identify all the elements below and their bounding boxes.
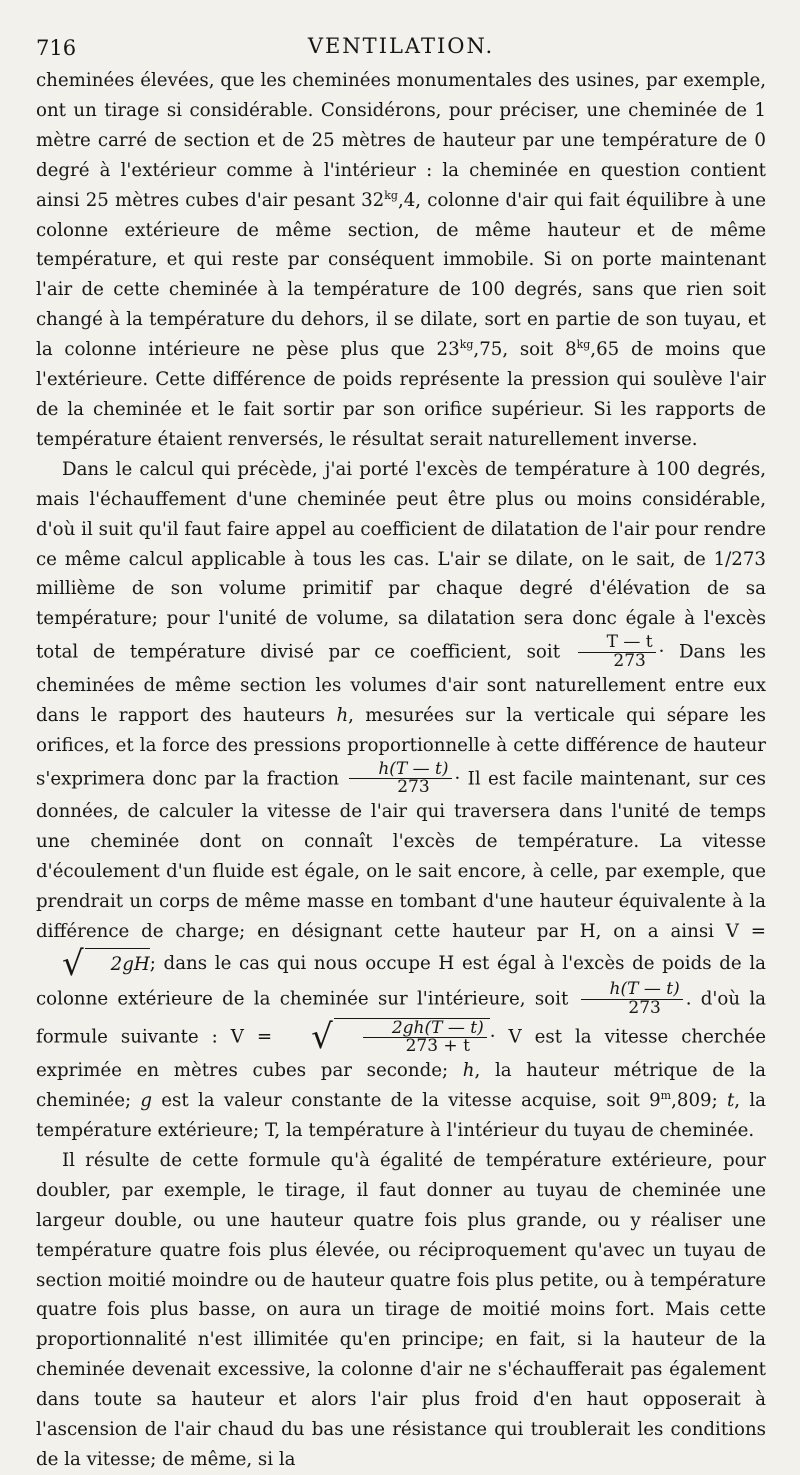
fraction-numerator: h(T — t) [349,761,451,780]
fraction-denominator: 273 [397,777,430,798]
p2-text-j: ,809; [671,1090,727,1112]
body-text [36,66,766,1475]
variable-h: h [336,704,349,726]
p2-text-d: · Il est facile maintenant, sur ces données, de calculer la vitesse de l'air qui traversera dans l'unité de temps une cheminée dont on connaît l'excès de température. La vitesse d'écoulement d'un fluide est égale, on le sait encore, à celle, par exemple, que prendrait un corps de même masse en tombant d'une hauteur équivalente à la différence de charge; en désignant cette hauteur par H, on a ainsi V = [36,767,766,942]
p1-text-c: ,75, soit 8 [473,339,577,361]
fraction-numerator: T — t [578,634,656,653]
p1-text-b: ,4, colonne d'air qui fait équilibre à une colonne extérieure de même section, de même hauteur et de même température, et qui reste par conséquent immobile. Si on porte maintenant l'air de cette cheminée à la température de 100 degrés, sans que rien soit changé à la température du dehors, il se dilate, sort en partie de son tuyau, et la colonne intérieure ne pèse plus que 23 [36,189,766,361]
unit-m: m [660,1089,672,1103]
running-title: VENTILATION. [307,34,495,58]
unit-kg: kg [576,338,591,352]
fraction-denominator: 273 + t [405,1036,470,1057]
p2-text-h: , la hauteur métrique de la cheminée; [36,1060,766,1112]
p2-text-a: Dans le calcul qui précède, j'ai porté l'excès de température à 100 degrés, mais l'échauffement d'une cheminée peut être plus ou moins considérable, d'où il suit qu'il faut faire appel au coefficient de dilatation de l'air pour rendre ce même calcul applicable à tous les cas. L'air se dilate, on le sait, de 1/273 millième de son volume primitif par chaque degré d'élévation de sa température; pour l'unité de volume, sa dilatation sera donc égale à l'excès total de température divisé par ce coefficient, soit [36,458,766,663]
fraction-numerator: h(T — t) [581,981,683,1000]
p2-text-b: · Dans les cheminées de même section les volumes d'air sont naturellement entre eux dans le rapport des hauteurs [36,641,766,726]
formula-fraction [363,1017,487,1057]
p2-text-f: . d'où la formule suivante : V = [36,988,766,1047]
paragraph-2 [36,455,766,1146]
p1-text-a: cheminées élevées, que les cheminées monumentales des usines, par exemple, ont un tirage si considérable. Considérons, pour préciser, une cheminée de 1 mètre carré de section et de 25 mètres de hauteur par une température de 0 degré à l'extérieur comme à l'intérieur : la cheminée en question contient ainsi 25 mètres cubes d'air pesant 32 [36,70,766,211]
paragraph-3 [36,1146,766,1475]
paragraph-1 [36,66,766,455]
unit-kg: kg [459,338,474,352]
square-root-2gH: √ 2gH [62,943,150,984]
fraction-numerator: 2gh(T — t) [363,1020,487,1039]
fraction-pression [349,758,451,798]
variable-g: g [140,1090,153,1112]
page-number: 716 [36,36,77,60]
p2-text-k: , la température extérieure; T, la température à l'intérieur du tuyau de cheminée. [36,1090,767,1142]
fraction-excess-weight [581,978,683,1018]
variable-h: h [462,1060,475,1082]
unit-kg: kg [384,188,398,202]
fraction-denominator: 273 [628,997,661,1018]
radicand: 2gH [85,948,150,980]
variable-t: t [726,1090,735,1112]
square-root-formula: √ $\frac{2gh(T — t)}{273 + t}$ [285,1018,490,1057]
fraction-denominator: 273 [613,651,646,672]
p2-text-i: est la valeur constante de la vitesse acquise, soit 9 [152,1090,661,1112]
p2-text-e: ; dans le cas qui nous occupe H est égal à l'excès de poids de la colonne extérieure de la cheminée sur l'intérieure, soit [36,952,766,1010]
page-header [36,32,766,62]
p2-text-g: · V est la vitesse cherchée exprimée en mètres cubes par seconde; [36,1025,767,1082]
p1-text-d: ,65 de moins que l'extérieure. Cette différence de poids représente la pression qui soulève l'air de la cheminée et le fait sortir par son orifice supérieur. Si les rapports de température étaient renversés, le résultat serait naturellement inverse. [36,339,766,450]
p2-text-c: , mesurées sur la verticale qui sépare les orifices, et la force des pressions proportionnelle à cette différence de hauteur s'exprimera donc par la fraction [36,704,766,789]
p3-text-a: Il résulte de cette formule qu'à égalité de température extérieure, pour doubler, par exemple, le tirage, il faut donner au tuyau de cheminée une largeur double, ou une hauteur quatre fois plus grande, ou y réaliser une température quatre fois plus élevée, ou réciproquement qu'avec un tuyau de section moitié moindre ou de hauteur quatre fois plus petite, ou à température quatre fois plus basse, on aura un tirage de moitié moins fort. Mais cette proportionnalité n'est illimitée qu'en principe; en fait, si la hauteur de la cheminée devenait excessive, la colonne d'air ne s'échaufferait pas également dans toute sa hauteur et alors l'air plus froid d'en haut opposerait à l'ascension de l'air chaud du bas une résistance qui troublerait les conditions de la vitesse; de même, si la [36,1149,766,1470]
fraction-dilatation [578,634,656,671]
